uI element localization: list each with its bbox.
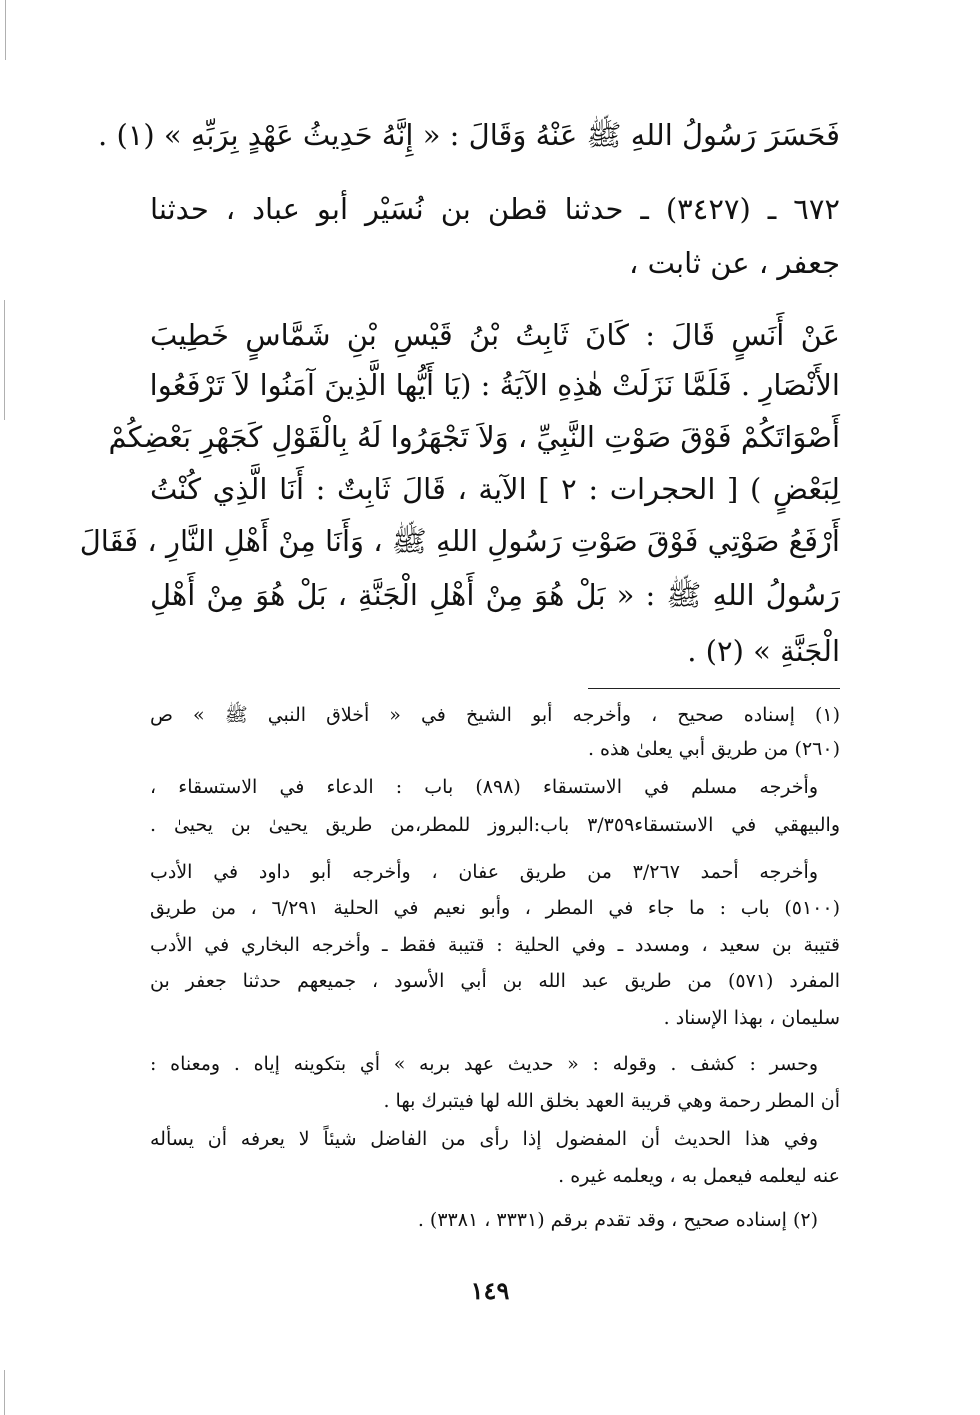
footnote-line: وأخرجه مسلم في الاستسقاء (٨٩٨) باب : الدعاء في الاستسقاء ، (150, 776, 818, 798)
footnote-line: (٥١٠٠) باب : ما جاء في المطر ، وأبو نعيم في الحلية ٦/٢٩١ ، من طريق (150, 897, 840, 919)
footnote-line: والبيهقي في الاستسقاء٣/٣٥٩ باب:البروز للمطر،من طريق يحيىٰ بن يحيىٰ . (150, 814, 841, 836)
footnote-line: وفي هذا الحديث أن المفضول إذا رأى من الفاضل شيئاً لا يعرفه أن يسأله (150, 1128, 818, 1150)
text-line: الْجَنَّةِ » (٢) . (687, 634, 840, 668)
text-line: فَحَسَرَ رَسُولُ اللهِ ﷺ عَنْهُ وَقَالَ : « إِنَّهُ حَدِيثُ عَهْدٍ بِرَبِّهِ » (١) . (98, 118, 840, 152)
text-line: أَرْفَعُ صَوْتِي فَوْقَ صَوْتِ رَسُولِ اللهِ ﷺ ، وَأَنَا مِنْ أَهْلِ النَّارِ ، فَقَالَ (79, 524, 840, 558)
text-line: عَنْ أَنَسٍ قَالَ : كَانَ ثَابِتُ بْنُ قَيْسِ بْنِ شَمَّاسٍ خَطِيبَ (150, 318, 840, 352)
quran-verse-line: أَصْوَاتَكُمْ فَوْقَ صَوْتِ النَّبِيِّ ، وَلاَ تَجْهَرُوا لَهُ بِالْقَوْلِ كَجَهْرِ بَعْضِكُمْ (108, 420, 840, 454)
footnote-line: سليمان ، بهذا الإسناد . (663, 1007, 840, 1029)
footnote-line: (٢٦٠) من طريق أبي يعلىٰ هذه . (587, 738, 840, 760)
text-line: رَسُولُ اللهِ ﷺ : « بَلْ هُوَ مِنْ أَهْلِ الْجَنَّةِ ، بَلْ هُوَ مِنْ أَهْلِ (150, 578, 840, 612)
scan-edge-line (5, 0, 6, 60)
footnote-line: أن المطر رحمة وهي قريبة العهد بخلق الله لها فيتبرك بها . (383, 1090, 840, 1112)
footnote-line: وأخرجه أحمد ٣/٢٦٧ من طريق عفان ، وأخرجه أبو داود في الأدب (150, 861, 818, 883)
footnote-line: قتيبة بن سعيد ، ومسدد ـ وفي الحلية : قتيبة فقط ـ وأخرجه البخاري في الأدب (150, 934, 840, 956)
footnote-separator (588, 688, 840, 689)
text-line: جعفر ، عن ثابت ، (628, 246, 840, 280)
footnote-line: المفرد (٥٧١) من طريق عبد الله بن أبي الأسود ، جميعهم حدثنا جعفر بن (150, 970, 840, 992)
footnote-line: (١) إسناده صحيح ، وأخرجه أبو الشيخ في « أخلاق النبي ﷺ » ص (150, 704, 840, 726)
footnote-line: عنه ليعلمه فيعمل به ، ويعلمه غيره . (558, 1165, 840, 1187)
text-line: الأَنْصَارِ . فَلَمَّا نَزَلَتْ هٰذِهِ الآيَةُ : (يَا أَيُّها الَّذِينَ آمَنُوا لاَ تَرْفَعُوا (149, 368, 840, 402)
scan-edge-line (4, 1370, 5, 1415)
text-line: لِبَعْضٍ ) [ الحجرات : ٢ ] الآية ، قَالَ ثَابِتٌ : أَنَا الَّذِي كُنْتُ (150, 472, 840, 506)
footnote-line: وحسر : كشف . وقوله : « حديث عهد بربه » أي بتكوينه إياه . ومعناه : (150, 1053, 818, 1075)
page-number: ١٤٩ (470, 1276, 510, 1305)
scan-edge-line (4, 300, 5, 420)
footnote-line: (٢) إسناده صحيح ، وقد تقدم برقم (٣٣٣١ ، ٣٣٨١) . (417, 1209, 818, 1231)
hadith-chain-line: ٦٧٢ ـ (٣٤٢٧) ـ حدثنا قطن بن نُسَيْر أبو عباد ، حدثنا (150, 192, 841, 226)
